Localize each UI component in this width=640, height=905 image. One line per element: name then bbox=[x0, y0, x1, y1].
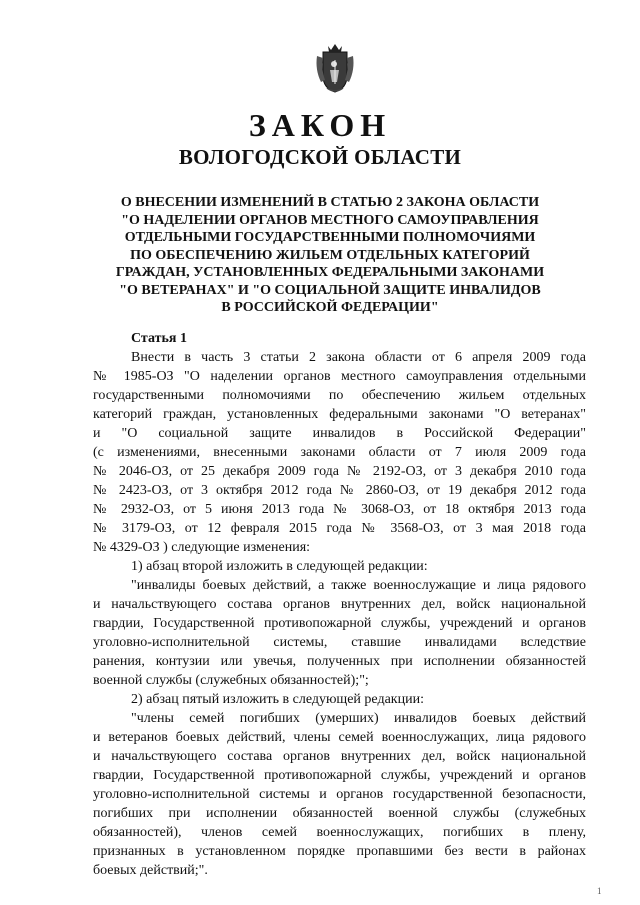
body-line: № 2423-ОЗ, от 3 октября 2012 года № 2860-ОЗ, от 19 декабря 2012 года bbox=[93, 483, 586, 498]
body-line: и "О социальной защите инвалидов в Российской Федерации" bbox=[93, 426, 586, 441]
body-line: гвардии, Государственной противопожарной службы, учреждений и органов bbox=[93, 616, 586, 631]
vologda-coat-of-arms-icon bbox=[313, 38, 357, 94]
body-line: погибших при исполнении обязанностей военной службы (служебных bbox=[93, 806, 586, 821]
body-line: № 2046-ОЗ, от 25 декабря 2009 года № 2192-ОЗ, от 3 декабря 2010 года bbox=[93, 464, 586, 479]
body-line: № 2932-ОЗ, от 5 июня 2013 года № 3068-ОЗ, от 18 октября 2013 года bbox=[93, 502, 586, 517]
body-line: боевых действий;". bbox=[93, 863, 208, 878]
body-line: № 4329-ОЗ ) следующие изменения: bbox=[93, 540, 311, 555]
body-line: уголовно-исполнительной системы, ставшие инвалидами вследствие bbox=[93, 635, 586, 650]
body-line: и начальствующего состава органов внутренних дел, войск национальной bbox=[93, 749, 586, 764]
subject-line: "О ВЕТЕРАНАХ" И "О СОЦИАЛЬНОЙ ЗАЩИТЕ ИНВАЛИДОВ bbox=[119, 282, 541, 298]
page-corner-mark: 1 bbox=[597, 886, 602, 896]
body-line: 2) абзац пятый изложить в следующей редакции: bbox=[131, 692, 424, 707]
law-subject-heading bbox=[80, 194, 580, 317]
body-line: № 3179-ОЗ, от 12 февраля 2015 года № 3568-ОЗ, от 3 мая 2018 года bbox=[93, 521, 586, 536]
article-heading: Статья 1 bbox=[131, 331, 187, 346]
article-body bbox=[93, 348, 586, 880]
body-line: "инвалиды боевых действий, а также военнослужащие и лица рядового bbox=[131, 578, 586, 593]
body-line: государственными полномочиями по обеспечению жильем отдельных bbox=[93, 388, 586, 403]
body-line: "члены семей погибших (умерших) инвалидов боевых действий bbox=[131, 711, 586, 726]
body-line: и ветеранов боевых действий, члены семей военнослужащих, лица рядового bbox=[93, 730, 586, 745]
subject-line: О ВНЕСЕНИИ ИЗМЕНЕНИЙ В СТАТЬЮ 2 ЗАКОНА ОБЛАСТИ bbox=[120, 195, 540, 210]
body-line: Внести в часть 3 статьи 2 закона области от 6 апреля 2009 года bbox=[131, 350, 586, 365]
subject-line: ПО ОБЕСПЕЧЕНИЮ ЖИЛЬЕМ ОТДЕЛЬНЫХ КАТЕГОРИЙ bbox=[130, 247, 530, 263]
document-title: ЗАКОН bbox=[248, 107, 392, 143]
body-line: 1) абзац второй изложить в следующей редакции: bbox=[131, 559, 428, 574]
body-line: ранения, контузии или увечья, полученных при исполнении обязанностей bbox=[93, 654, 586, 669]
body-line: уголовно-исполнительной системы и органов государственной безопасности, bbox=[93, 787, 586, 802]
document-region: ВОЛОГОДСКОЙ ОБЛАСТИ bbox=[178, 145, 462, 169]
body-line: военной службы (служебных обязанностей);"; bbox=[93, 673, 369, 688]
body-line: признанных в установленном порядке пропавшими без вести в районах bbox=[93, 844, 586, 859]
subject-line: "О НАДЕЛЕНИИ ОРГАНОВ МЕСТНОГО САМОУПРАВЛЕНИЯ bbox=[121, 212, 539, 228]
subject-line: В РОССИЙСКОЙ ФЕДЕРАЦИИ" bbox=[221, 300, 439, 315]
body-line: и начальствующего состава органов внутренних дел, войск национальной bbox=[93, 597, 586, 612]
body-line: (с изменениями, внесенными законами области от 7 июля 2009 года bbox=[93, 445, 586, 460]
body-line: обязанностей), членов семей военнослужащих, погибших в плену, bbox=[93, 825, 586, 840]
body-line: гвардии, Государственной противопожарной службы, учреждений и органов bbox=[93, 768, 586, 783]
body-line: № 1985-ОЗ "О наделении органов местного самоуправления отдельными bbox=[93, 369, 586, 384]
subject-line: ГРАЖДАН, УСТАНОВЛЕННЫХ ФЕДЕРАЛЬНЫМИ ЗАКОНАМИ bbox=[115, 265, 545, 280]
subject-line: ОТДЕЛЬНЫМИ ГОСУДАРСТВЕННЫМИ ПОЛНОМОЧИЯМИ bbox=[124, 230, 536, 245]
body-line: категорий граждан, установленных федеральными законами "О ветеранах" bbox=[93, 407, 586, 422]
